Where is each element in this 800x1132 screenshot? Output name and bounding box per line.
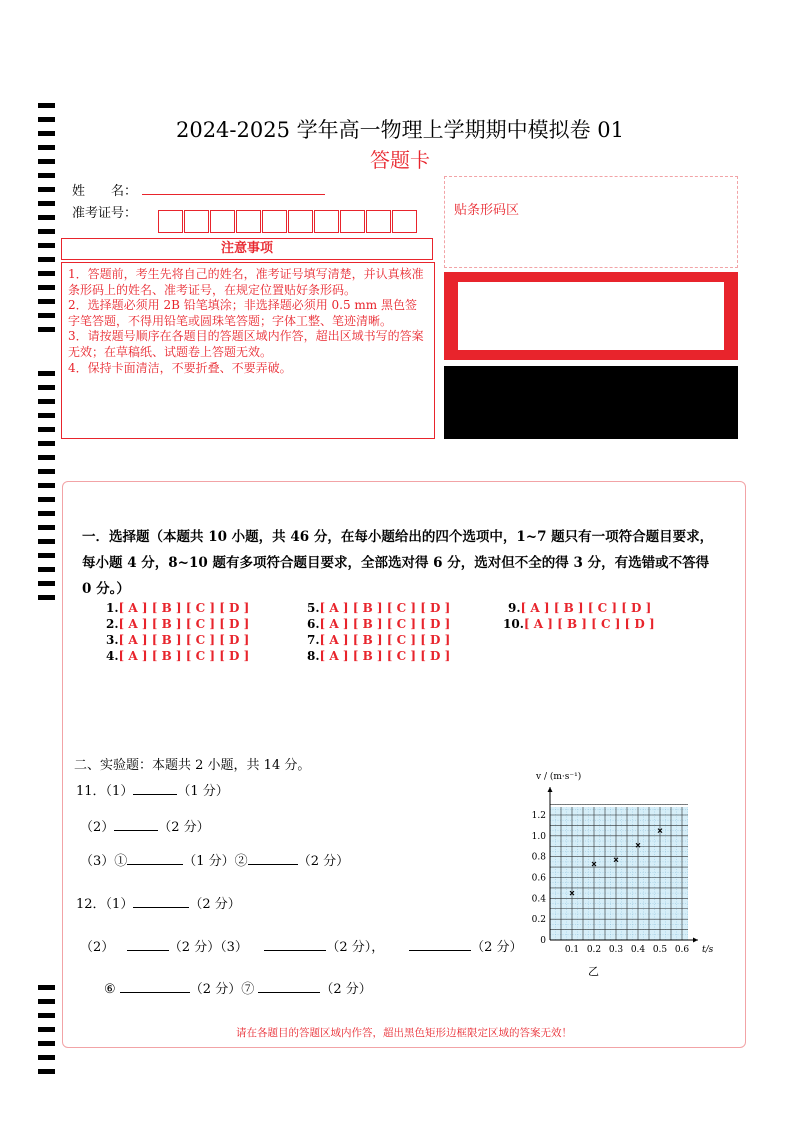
timing-mark (38, 469, 55, 474)
timing-mark (38, 999, 55, 1004)
choice-row-9[interactable] (508, 601, 651, 615)
exam-id-box[interactable] (158, 210, 183, 233)
choice-options[interactable]: [ A ] [ B ] [ C ] [ D ] (118, 601, 250, 615)
answer-blank[interactable] (127, 852, 183, 865)
exam-id-box[interactable] (288, 210, 313, 233)
choice-options[interactable]: [ A ] [ B ] [ C ] [ D ] (118, 649, 250, 663)
q12-1-label: （1） (105, 897, 134, 912)
choice-number: 9. (508, 601, 521, 615)
x-tick-label: 0.6 (674, 945, 690, 955)
q12-7-score: （2 分） (320, 982, 372, 997)
timing-mark (38, 299, 55, 304)
timing-mark (38, 271, 55, 276)
y-tick-label: 0.8 (531, 852, 546, 863)
name-field[interactable] (142, 194, 325, 195)
answer-blank[interactable] (133, 895, 189, 908)
timing-mark (38, 511, 55, 516)
q11-3-label: （3）① (80, 854, 128, 869)
answer-blank[interactable] (114, 818, 158, 831)
plot-background (550, 807, 688, 940)
x-tick-label: 0.5 (652, 945, 668, 955)
y-tick-label: 1.2 (531, 811, 546, 821)
x-axis-arrow (693, 938, 698, 943)
y-tick-label: 0.2 (531, 915, 546, 926)
q12-part2 (80, 936, 523, 955)
choice-row-2[interactable] (106, 617, 249, 631)
timing-mark (38, 371, 55, 376)
exam-id-box[interactable] (366, 210, 391, 233)
exam-id-box[interactable] (340, 210, 365, 233)
timing-mark (38, 1069, 55, 1074)
absence-mark-inner (458, 282, 724, 350)
choice-options[interactable]: [ A ] [ B ] [ C ] [ D ] (523, 617, 655, 631)
choice-row-7[interactable] (307, 633, 450, 647)
y-axis-label: v / (m·s⁻¹) (536, 772, 582, 782)
answer-blank[interactable] (127, 938, 169, 951)
x-axis-label: t/s (702, 945, 714, 955)
choice-options[interactable]: [ A ] [ B ] [ C ] [ D ] (319, 633, 451, 647)
answer-blank[interactable] (248, 852, 298, 865)
answer-blank[interactable] (409, 938, 471, 951)
barcode-label: 贴条形码区 (454, 203, 520, 218)
q11-3-score-b: （2 分） (297, 854, 350, 869)
q12-number: 12． (76, 897, 106, 912)
choice-options[interactable]: [ A ] [ B ] [ C ] [ D ] (520, 601, 652, 615)
x-tick-label: 0.1 (564, 945, 580, 955)
q11-1-score: （1 分） (177, 784, 229, 799)
choice-row-5[interactable] (307, 601, 450, 615)
timing-mark (38, 427, 55, 432)
q11-2-score: （2 分） (158, 820, 210, 835)
y-tick-label: 0.6 (531, 873, 546, 884)
choice-options[interactable]: [ A ] [ B ] [ C ] [ D ] (118, 617, 250, 631)
exam-id-box[interactable] (210, 210, 235, 233)
timing-mark (38, 567, 55, 572)
q12-part1 (76, 893, 241, 912)
timing-mark (38, 285, 55, 290)
timing-mark (38, 173, 55, 178)
notice-item: 2．选择题必须用 2B 铅笔填涂；非选择题必须用 0.5 mm 黑色签字笔答题，不得用铅笔或圆珠笔答题；字体工整、笔迹清晰。 (68, 298, 418, 328)
q12-2-score: （2 分）（3） (168, 940, 248, 955)
q12-6-score: （2 分）⑦ (189, 982, 255, 997)
q12-3b-score: （2 分） (471, 940, 523, 955)
x-tick-label: 0.3 (608, 945, 624, 955)
timing-mark (38, 483, 55, 488)
timing-mark (38, 1013, 55, 1018)
timing-mark (38, 413, 55, 418)
page-title: 2024-2025 学年高一物理上学期期中模拟卷 01 (175, 118, 625, 142)
y-axis-arrow (548, 787, 553, 792)
choice-number: 2. (106, 617, 119, 631)
choice-options[interactable]: [ A ] [ B ] [ C ] [ D ] (319, 601, 451, 615)
q11-part3 (80, 850, 349, 869)
choice-number: 10. (503, 617, 524, 631)
barcode-area (444, 176, 738, 268)
timing-mark (38, 201, 55, 206)
choice-options[interactable]: [ A ] [ B ] [ C ] [ D ] (118, 633, 250, 647)
notice-item: 4．保持卡面清洁，不要折叠、不要弄破。 (68, 360, 292, 375)
page-subtitle: 答题卡 (370, 148, 430, 172)
choice-number: 1. (106, 601, 119, 615)
q11-1-label: （1） (105, 784, 134, 799)
q11-3-score-a: （1 分）② (183, 854, 248, 869)
black-block (444, 366, 738, 439)
choice-options[interactable]: [ A ] [ B ] [ C ] [ D ] (319, 649, 451, 663)
notice-item: 1．答题前，考生先将自己的姓名，准考证号填写清楚，并认真核准条形码上的姓名、准考证号，在规定位置贴好条形码。 (68, 267, 424, 297)
answer-blank[interactable] (258, 980, 320, 993)
timing-mark (38, 215, 55, 220)
q12-3-score: （2 分）， (326, 940, 385, 955)
timing-mark (38, 327, 55, 332)
choice-number: 4. (106, 649, 119, 663)
timing-mark (38, 103, 55, 108)
exam-id-box[interactable] (184, 210, 209, 233)
choice-row-1[interactable] (106, 601, 249, 615)
timing-mark (38, 257, 55, 262)
x-tick-label: 0.2 (586, 945, 602, 955)
timing-mark (38, 525, 55, 530)
timing-mark (38, 385, 55, 390)
q12-1-score: （2 分） (189, 897, 241, 912)
timing-mark (38, 595, 55, 600)
x-tick-label: 0.4 (630, 945, 646, 955)
notice-item: 3．请按题号顺序在各题目的答题区域内作答，超出区域书写的答案无效；在草稿纸、试题卷上答题无效。 (68, 329, 424, 359)
absence-mark-frame (444, 272, 738, 360)
timing-mark (38, 455, 55, 460)
timing-mark (38, 243, 55, 248)
timing-mark (38, 229, 55, 234)
choice-number: 3. (106, 633, 119, 647)
exam-id-box[interactable] (314, 210, 339, 233)
timing-mark (38, 441, 55, 446)
timing-mark (38, 1041, 55, 1046)
exam-id-box[interactable] (392, 210, 417, 233)
footer-warning: 请在各题目的答题区域内作答，超出黑色矩形边框限定区域的答案无效！ (236, 1027, 572, 1039)
timing-mark (38, 1027, 55, 1032)
choice-number: 5. (307, 601, 320, 615)
q12-6-label: ⑥ (104, 982, 116, 997)
choice-row-6[interactable] (307, 617, 450, 631)
choice-row-10[interactable] (503, 617, 655, 631)
y-tick-label: 1.0 (531, 831, 546, 842)
timing-mark (38, 985, 55, 990)
choice-number: 7. (307, 633, 320, 647)
chart-caption: 乙 (588, 965, 599, 978)
y-tick-label: 0.4 (531, 894, 546, 905)
section2-heading: 二、实验题：本题共 2 小题，共 14 分。 (74, 758, 311, 773)
choice-number: 8. (307, 649, 320, 663)
section1-heading: 一．选择题（本题共 10 小题，共 46 分，在每小题给出的四个选项中，1~7 题只有一项符合题目要求，每小题 4 分，8~10 题有多项符合题目要求，全部选对得 6 分，选对但不全的得 3 分，有选错或不答得 0 分。） (82, 529, 714, 597)
name-label: 姓 名： (72, 184, 138, 199)
y-tick-label: 0 (540, 936, 546, 946)
answer-blank[interactable] (133, 782, 177, 795)
timing-mark (38, 497, 55, 502)
exam-id-box[interactable] (262, 210, 287, 233)
q12-2-label: （2） (80, 940, 115, 955)
timing-mark (38, 539, 55, 544)
choice-number: 6. (307, 617, 320, 631)
answer-blank[interactable] (120, 980, 190, 993)
exam-id-box[interactable] (236, 210, 261, 233)
exam-id-label: 准考证号： (72, 206, 138, 221)
timing-mark (38, 1055, 55, 1060)
q11-number: 11． (76, 784, 106, 799)
answer-blank[interactable] (264, 938, 326, 951)
choice-row-3[interactable] (106, 633, 249, 647)
q12-part3 (104, 978, 372, 997)
q11-part1 (76, 780, 229, 799)
choice-row-8[interactable] (307, 649, 450, 663)
choice-row-4[interactable] (106, 649, 249, 663)
timing-mark (38, 399, 55, 404)
timing-mark (38, 581, 55, 586)
timing-mark (38, 313, 55, 318)
choice-options[interactable]: [ A ] [ B ] [ C ] [ D ] (319, 617, 451, 631)
notice-heading: 注意事项 (61, 238, 433, 260)
timing-mark (38, 187, 55, 192)
velocity-time-chart (520, 772, 714, 980)
timing-mark (38, 553, 55, 558)
notice-body (61, 262, 435, 439)
q11-part2 (80, 816, 210, 835)
q11-2-label: （2） (80, 820, 115, 835)
